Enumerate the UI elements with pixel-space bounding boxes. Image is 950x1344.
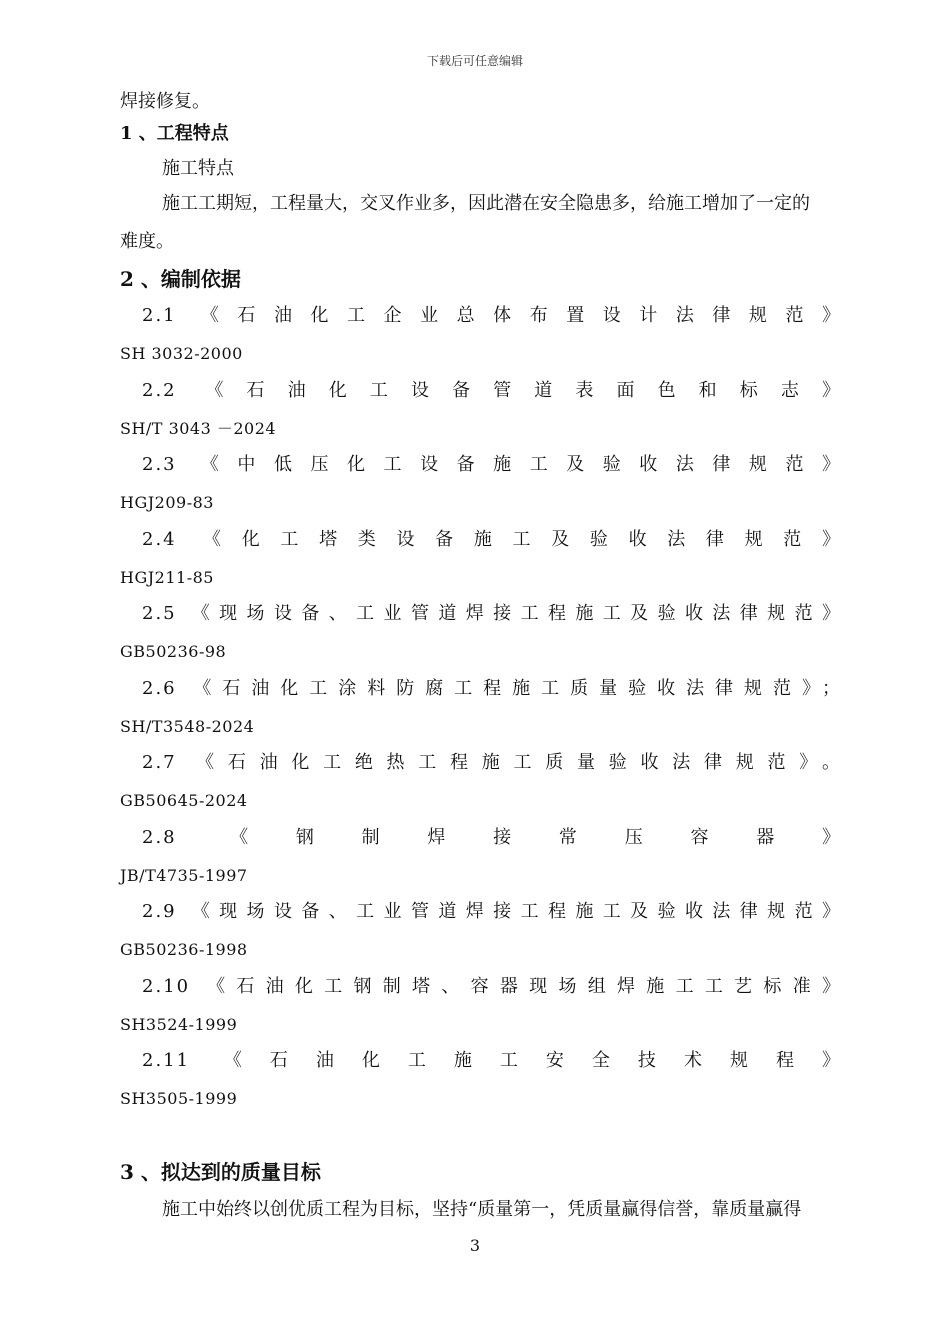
reference-code: HGJ209-83 <box>120 493 214 512</box>
reference-title: 2.10 《石油化工钢制塔、容器现场组焊施工工艺标准》 <box>142 976 842 997</box>
reference-title: 2.11 《石油化工施工安全技术规程》 <box>142 1050 842 1071</box>
reference-code: SH/T3548-2024 <box>120 717 255 736</box>
reference-title: 2.2 《石油化工设备管道表面色和标志》 <box>142 380 842 401</box>
section-1-subheading: 施工特点 <box>162 158 234 179</box>
reference-code: GB50645-2024 <box>120 791 248 810</box>
reference-title: 2.3 《中低压化工设备施工及验收法律规范》 <box>142 454 842 475</box>
reference-title: 2.1 《石油化工企业总体布置设计法律规范》 <box>142 305 842 326</box>
reference-title: 2.4 《化工塔类设备施工及验收法律规范》 <box>142 529 842 550</box>
reference-title: 2.9 《现场设备、工业管道焊接工程施工及验收法律规范》 <box>142 901 842 922</box>
page-header: 下载后可任意编辑 <box>426 54 523 68</box>
section-3-heading: 3 、拟达到的质量目标 <box>120 1160 321 1184</box>
section-3-paragraph: 施工中始终以创优质工程为目标，坚持“质量第一，凭质量赢得信誉，靠质量赢得 <box>162 1199 802 1220</box>
reference-code: GB50236-98 <box>120 642 227 661</box>
reference-code: JB/T4735-1997 <box>120 866 248 885</box>
reference-code: SH/T 3043 －2024 <box>120 419 277 438</box>
page-number: 3 <box>469 1236 481 1255</box>
reference-title: 2.6 《石油化工涂料防腐工程施工质量验收法律规范》； <box>142 678 842 699</box>
reference-title: 2.7 《石油化工绝热工程施工质量验收法律规范》。 <box>142 752 842 773</box>
paragraph-line: 施工工期短，工程量大，交叉作业多，因此潜在安全隐患多，给施工增加了一定的 <box>162 193 810 214</box>
reference-code: HGJ211-85 <box>120 568 214 587</box>
reference-title: 2.5 《现场设备、工业管道焊接工程施工及验收法律规范》 <box>142 603 842 624</box>
reference-code: SH3524-1999 <box>120 1015 238 1034</box>
reference-code: SH 3032-2000 <box>120 344 243 363</box>
reference-title: 2.8 《钢制焊接常压容器》 <box>142 827 842 848</box>
section-1-paragraph <box>162 192 850 216</box>
section-1-paragraph-end: 难度。 <box>120 231 174 252</box>
intro-line: 焊接修复。 <box>120 91 210 112</box>
section-1-heading: 1 、工程特点 <box>120 123 229 144</box>
reference-code: SH3505-1999 <box>120 1089 238 1108</box>
reference-code: GB50236-1998 <box>120 940 248 959</box>
section-2-heading: 2 、编制依据 <box>120 267 241 291</box>
